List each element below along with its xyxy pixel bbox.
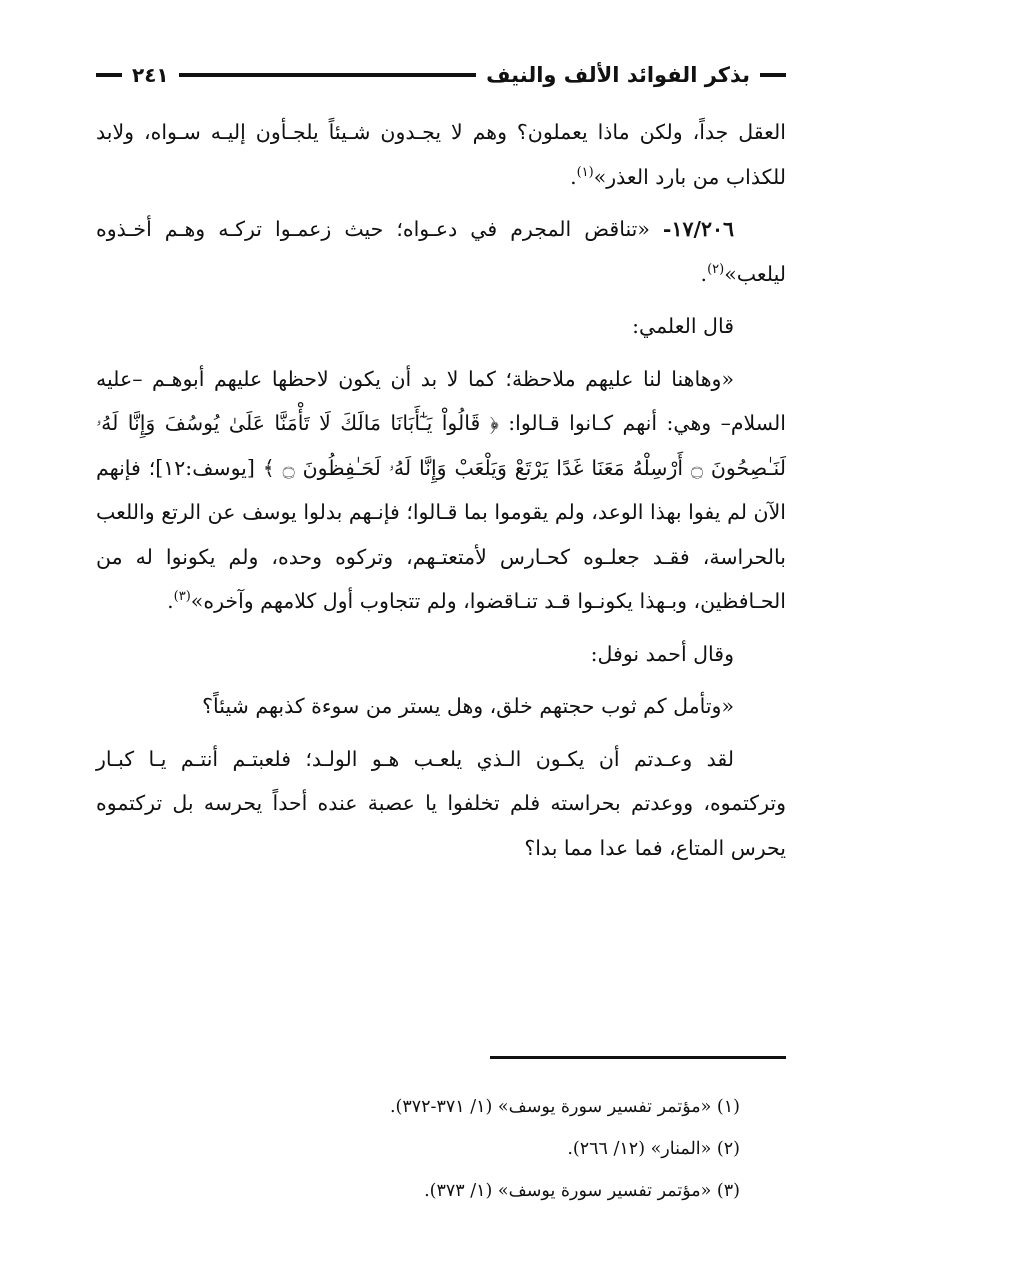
- header-dash-right: [760, 73, 786, 77]
- paragraph-3: قال العلمي:: [632, 314, 734, 338]
- paragraph-4-text-a: «وهاهنا لنا عليهم ملاحظة؛ كما لا بد أن يكون لاحظها عليهم أبوهـم –عليه السلام– وهي: أنهم كـانوا قـالوا: ﴿: [96, 366, 786, 435]
- paragraph-2-text: «تناقض المجرم في دعـواه؛ حيث زعمـوا تركـه وهـم أخـذوه ليلعب»: [96, 217, 786, 286]
- paragraph-2: ١٧/٢٠٦- «تناقض المجرم في دعـواه؛ حيث زعمـوا تركـه وهـم أخـذوه ليلعب»$^{(٢)}$.: [96, 217, 786, 286]
- footnote-ref-3: (٣): [173, 589, 191, 605]
- header-rule: [179, 73, 477, 77]
- running-header: [96, 58, 786, 92]
- footnote-1: (١) «مؤتمر تفسير سورة يوسف» (١/ ٣٧١-٣٧٢).: [389, 1097, 740, 1117]
- footnote-ref-1: (١): [576, 164, 594, 180]
- paragraph-6: «وتأمل كم ثوب حجتهم خلق، وهل يستر من سوءة كذبهم شيئاً؟: [202, 694, 734, 718]
- footnotes: [96, 1086, 740, 1212]
- footnote-separator: [490, 1056, 786, 1059]
- paragraph-5: وقال أحمد نوفل:: [590, 641, 734, 666]
- body-text: [96, 110, 786, 878]
- quran-verse: قَالُواْ يَـٰٓأَبَانَا مَالَكَ لَا تَأْمَنَّا عَلَىٰ يُوسُفَ وَإِنَّا لَهُۥ لَنَـٰصِحُونَ ۝ أَرْسِلْهُ مَعَنَا غَدًا يَرْتَعْ وَيَلْعَبْ وَإِنَّا لَهُۥ لَحَـٰفِظُونَ ۝: [96, 411, 786, 480]
- footnote-ref-2: (٢): [707, 261, 725, 277]
- entry-number: ١٧/٢٠٦-: [662, 217, 734, 241]
- paragraph-4-text-b: ﴾ [يوسف:١٢]؛ فإنهم الآن لم يفوا بهذا الوعد، ولم يقوموا بما قـالوا؛ فإنـهم بدلوا يوسف عن الرتع واللعب بالحراسة، فقـد جعلـوه كحـارس لأمتعتـهم، وتركوه وحده، ولم يكونوا له من الحـافظين، وبـهذا يكونـوا قـد تنـاقضوا، ولم تتجاوب أول كلامهم وآخره»: [96, 455, 786, 613]
- paragraph-4: «وهاهنا لنا عليهم ملاحظة؛ كما لا بد أن يكون لاحظها عليهم أبوهـم –عليه السلام– وهي: أنهم كـانوا قـالوا: ﴿ قَالُواْ يَـٰٓأَبَانَا مَالَكَ لَا تَأْمَنَّا عَلَىٰ يُوسُفَ وَإِنَّا لَهُۥ لَنَـٰصِحُونَ ۝ أَرْسِلْهُ مَعَنَا غَدًا يَرْتَعْ وَيَلْعَبْ وَإِنَّا لَهُۥ لَحَـٰفِظُونَ ۝ ﴾ [يوسف:١٢]؛ فإنهم الآن لم يفوا بهذا الوعد، ولم يقوموا بما قـالوا؛ فإنـهم بدلوا يوسف عن الرتع واللعب بالحراسة، فقـد جعلـوه كحـارس لأمتعتـهم، وتركوه وحده، ولم يكونوا له من الحـافظين، وبـهذا يكونـوا قـد تنـاقضوا، ولم تتجاوب أول كلامهم وآخره»$^{(٣)}$.: [96, 366, 786, 613]
- paragraph-1-text: العقل جداً، ولكن ماذا يعملون؟ وهم لا يجـدون شـيئاً يلجـأون إليـه سـواه، ولابد للكذاب من بارد العذر»: [96, 120, 786, 189]
- page-number: ٢٤١: [132, 63, 169, 87]
- header-dash-left: [96, 73, 122, 77]
- footnote-2: (٢) «المنار» (١٢/ ٢٦٦).: [567, 1139, 740, 1159]
- header-title: بذكر الفوائد الألف والنيف: [486, 63, 750, 87]
- paragraph-1: العقل جداً، ولكن ماذا يعملون؟ وهم لا يجـدون شـيئاً يلجـأون إليـه سـواه، ولابد للكذاب من بارد العذر»$^{(١)}$.: [96, 120, 786, 189]
- paragraph-7: لقد وعـدتم أن يكـون الـذي يلعـب هـو الولـد؛ فلعبتـم أنتـم يـا كبـار وتركتموه، ووعدتم بحراسته فلم تخلفوا يا عصبة عنده أحداً يحرسه بل تركتموه يحرس المتاع، فما عدا مما بدا؟: [96, 746, 786, 860]
- footnote-3: (٣) «مؤتمر تفسير سورة يوسف» (١/ ٣٧٣).: [424, 1181, 740, 1201]
